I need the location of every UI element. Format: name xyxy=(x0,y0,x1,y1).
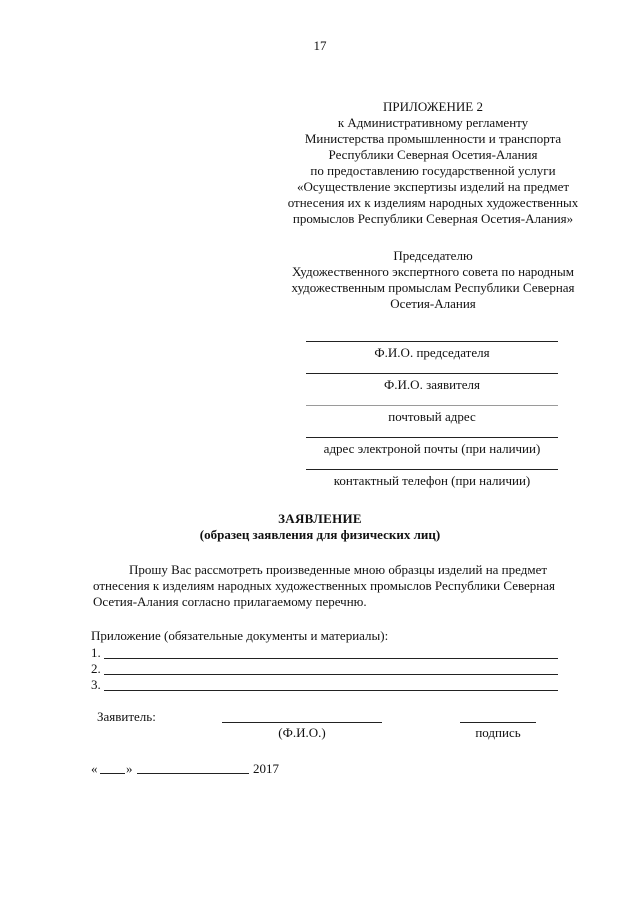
request-line: Прошу Вас рассмотреть произведенные мною образцы изделий на предмет xyxy=(129,562,548,577)
chairman-name-caption: Ф.И.О. председателя xyxy=(374,345,490,360)
date-month-line xyxy=(137,773,249,774)
email-line xyxy=(306,437,558,438)
attachment-line xyxy=(104,674,558,675)
request-line: отнесения к изделиям народных художественных промыслов Республики Северная xyxy=(93,578,556,593)
document-title: ЗАЯВЛЕНИЕ xyxy=(278,511,362,526)
signature-caption: подпись xyxy=(475,725,521,740)
request-paragraph xyxy=(93,562,597,610)
addressee-line: художественным промыслам Республики Северная xyxy=(291,280,575,295)
appendix-line: к Административному регламенту xyxy=(337,115,529,130)
applicant-name-line xyxy=(306,373,558,374)
date-year: 2017 xyxy=(253,761,279,776)
appendix-line: по предоставлению государственной услуги xyxy=(310,163,556,178)
phone-line xyxy=(306,469,558,470)
document-subtitle: (образец заявления для физических лиц) xyxy=(199,527,441,542)
phone-caption: контактный телефон (при наличии) xyxy=(333,473,531,488)
addressee-line: Художественного экспертного совета по народным xyxy=(292,264,574,279)
email-caption: адрес электроной почты (при наличии) xyxy=(323,441,541,456)
attachment-number: 3. xyxy=(91,677,101,692)
date-open-quote: « xyxy=(91,761,98,776)
attachment-line xyxy=(104,658,558,659)
attachment-line xyxy=(104,690,558,691)
addressee-block xyxy=(268,248,598,312)
date-close-quote: » xyxy=(126,761,133,776)
page-number: 17 xyxy=(313,38,327,53)
addressee-line: Председателю xyxy=(393,248,473,263)
request-line: Осетия-Алания согласно прилагаемому перечню. xyxy=(93,594,367,609)
applicant-fio-line xyxy=(222,722,382,723)
fio-caption: (Ф.И.О.) xyxy=(278,725,326,740)
appendix-title: ПРИЛОЖЕНИЕ 2 xyxy=(383,99,483,114)
appendix-line: отнесения их к изделиям народных художественных xyxy=(287,195,579,210)
postal-address-caption: почтовый адрес xyxy=(388,409,476,424)
postal-address-line xyxy=(306,405,558,406)
attachments-label: Приложение (обязательные документы и материалы): xyxy=(91,628,389,643)
applicant-label: Заявитель: xyxy=(97,709,156,724)
attachment-number: 2. xyxy=(91,661,101,676)
addressee-line: Осетия-Алания xyxy=(390,296,476,311)
appendix-line: промыслов Республики Северная Осетия-Алания» xyxy=(292,211,574,226)
signature-line xyxy=(460,722,536,723)
attachment-number: 1. xyxy=(91,645,101,660)
applicant-name-caption: Ф.И.О. заявителя xyxy=(384,377,480,392)
appendix-line: Республики Северная Осетия-Алания xyxy=(328,147,538,162)
appendix-line: «Осуществление экспертизы изделий на предмет xyxy=(296,179,570,194)
date-day-line xyxy=(100,773,125,774)
appendix-line: Министерства промышленности и транспорта xyxy=(304,131,562,146)
chairman-name-line xyxy=(306,341,558,342)
appendix-header xyxy=(268,99,598,227)
